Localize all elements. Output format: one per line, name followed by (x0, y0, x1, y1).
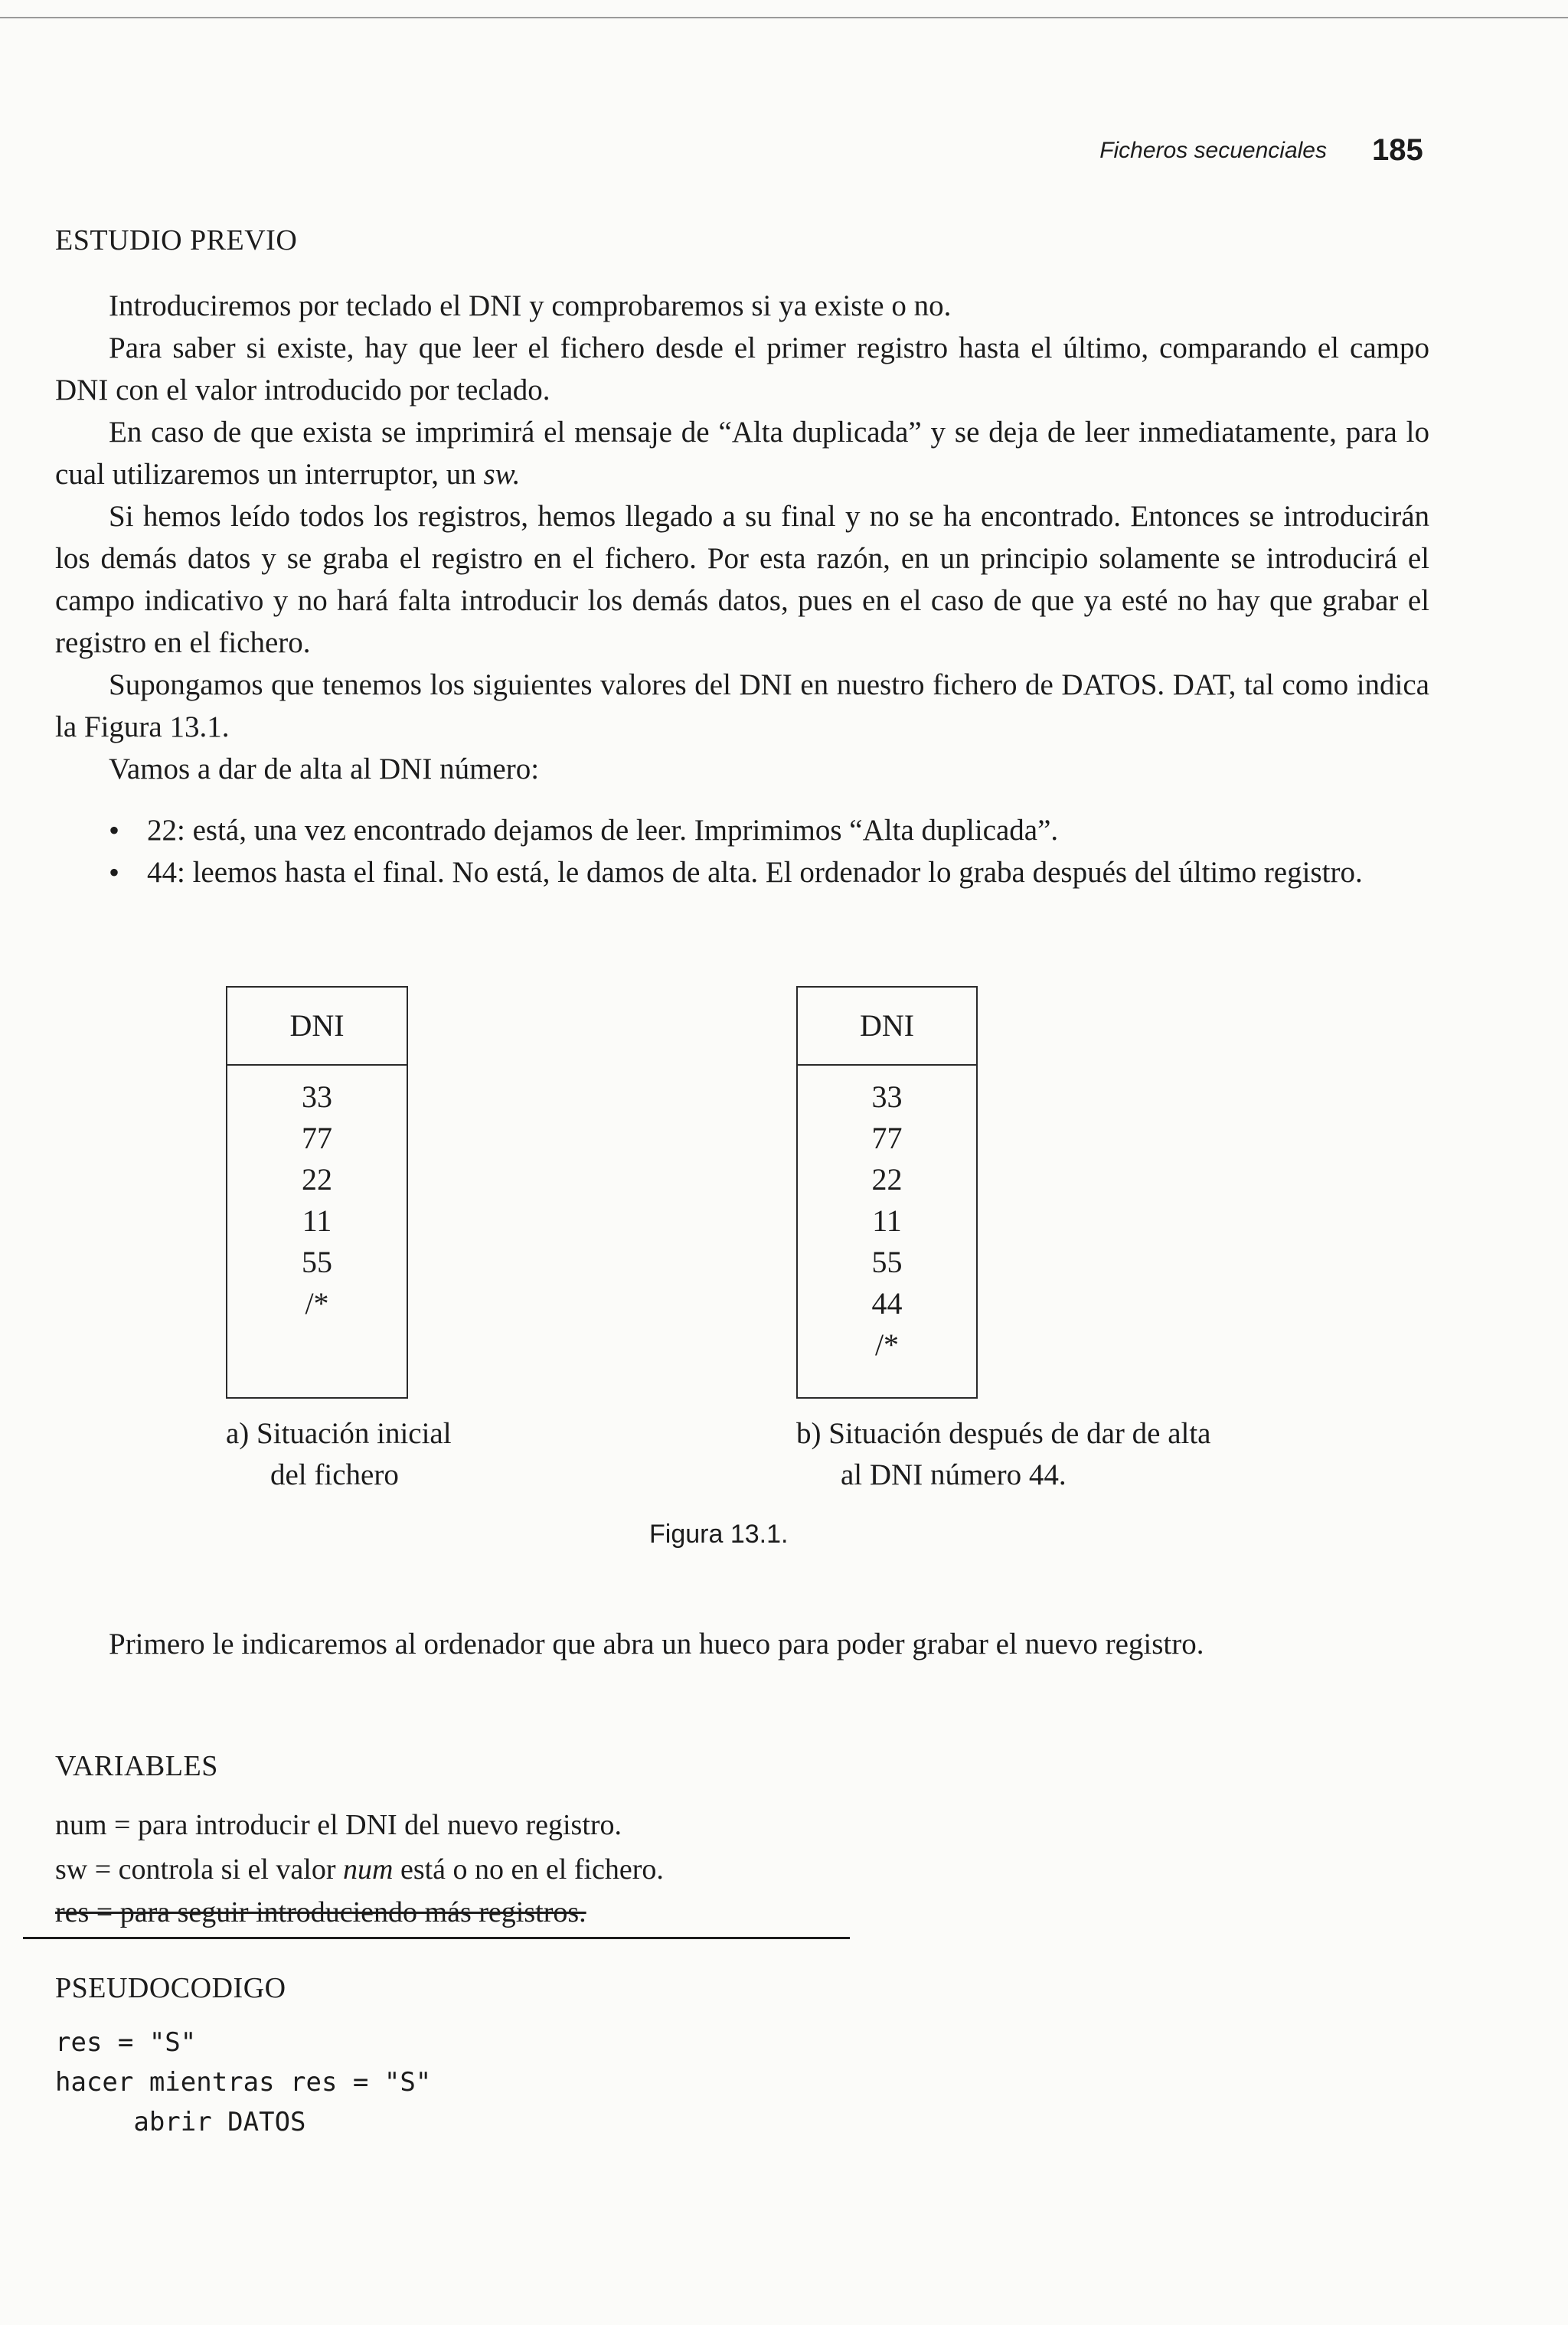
pseudocode-block (55, 2023, 431, 2142)
paragraph: Supongamos que tenemos los siguientes valores del DNI en nuestro fichero de DATOS. DAT, tal como indica la Figura 13.1. (55, 668, 1429, 743)
study-body (55, 285, 1429, 893)
code-line: res = "S" (55, 2027, 197, 2058)
figure-label: Figura 13.1. (649, 1520, 789, 1549)
variable-sw-suffix: está o no en el fichero. (393, 1853, 664, 1886)
caption-line: a) Situación inicial (226, 1417, 452, 1450)
page-top-rule (0, 17, 1568, 18)
variable-sw-prefix: sw = controla si el valor (55, 1853, 344, 1886)
variable-num: num = para introducir el DNI del nuevo registro. (55, 1809, 622, 1841)
switch-variable: sw. (483, 458, 521, 491)
bullet-list (55, 809, 1429, 893)
caption-line: b) Situación después de dar de alta (796, 1417, 1211, 1450)
bullet-item: • 44: leemos hasta el final. No está, le damos de alta. El ordenador lo graba después del último registro. (147, 851, 1429, 893)
variable-sw (55, 1853, 664, 1886)
dni-table-header: DNI (798, 988, 976, 1066)
caption-line: al DNI número 44. (841, 1458, 1067, 1491)
study-heading: ESTUDIO PREVIO (55, 224, 298, 256)
dni-value: 55 (871, 1245, 903, 1279)
pseudocode-heading: PSEUDOCODIGO (55, 1972, 286, 2004)
variable-res: res = para seguir introduciendo más registros. (55, 1896, 586, 1928)
dni-value: 44 (871, 1286, 903, 1321)
dni-value: 22 (871, 1162, 903, 1197)
dni-value: 33 (302, 1079, 332, 1114)
strike-rule (23, 1937, 850, 1939)
dni-value: /* (874, 1327, 900, 1362)
dni-value: 33 (871, 1079, 903, 1114)
variable-sw-name: num (343, 1853, 394, 1886)
caption-a (226, 1413, 452, 1496)
dni-table-values (798, 1066, 976, 1366)
dni-value: 11 (872, 1203, 902, 1238)
after-figure-text (55, 1623, 1429, 1665)
bullet-item: • 22: está, una vez encontrado dejamos de leer. Imprimimos “Alta duplicada”. (147, 809, 1429, 851)
dni-value: 77 (871, 1121, 903, 1155)
paragraph: Si hemos leído todos los registros, hemos llegado a su final y no se ha encontrado. Entonces se introducirán los demás datos y se graba el registro en el fichero. Por esta razón, en un principio solamente se introducirá el campo indicativo y no hará falta introducir los demás datos, pues en el caso de que ya esté no hay que grabar el registro en el fichero. (55, 500, 1429, 659)
paragraph-text: En caso de que exista se imprimirá el mensaje de “Alta duplicada” y se deja de leer inmediatamente, para lo cual utilizaremos un interruptor, un sw. (55, 416, 1429, 491)
paragraph: Primero le indicaremos al ordenador que abra un hueco para poder grabar el nuevo registro. (109, 1628, 1204, 1660)
running-title: Ficheros secuenciales (1099, 138, 1327, 163)
dni-table-after (796, 986, 978, 1399)
paragraph: Introduciremos por teclado el DNI y comprobaremos si ya existe o no. (109, 289, 952, 322)
code-line: hacer mientras res = "S" (55, 2067, 432, 2098)
caption-b (796, 1413, 1211, 1496)
dni-value: 77 (302, 1121, 332, 1155)
dni-value: /* (305, 1286, 329, 1321)
caption-line: del fichero (270, 1458, 399, 1491)
dni-value: 11 (302, 1203, 332, 1238)
dni-value: 55 (302, 1245, 332, 1279)
variables-heading: VARIABLES (55, 1750, 218, 1782)
paragraph: Vamos a dar de alta al DNI número: (109, 753, 540, 785)
paragraph (55, 411, 1429, 495)
dni-table-initial (226, 986, 408, 1399)
page-number: 185 (1372, 133, 1423, 167)
dni-value: 22 (302, 1162, 332, 1197)
code-line: abrir DATOS (55, 2107, 306, 2137)
dni-table-header: DNI (227, 988, 407, 1066)
paragraph: Para saber si existe, hay que leer el fichero desde el primer registro hasta el último, comparando el campo DNI con el valor introducido por teclado. (55, 331, 1429, 407)
dni-table-values (227, 1066, 407, 1324)
